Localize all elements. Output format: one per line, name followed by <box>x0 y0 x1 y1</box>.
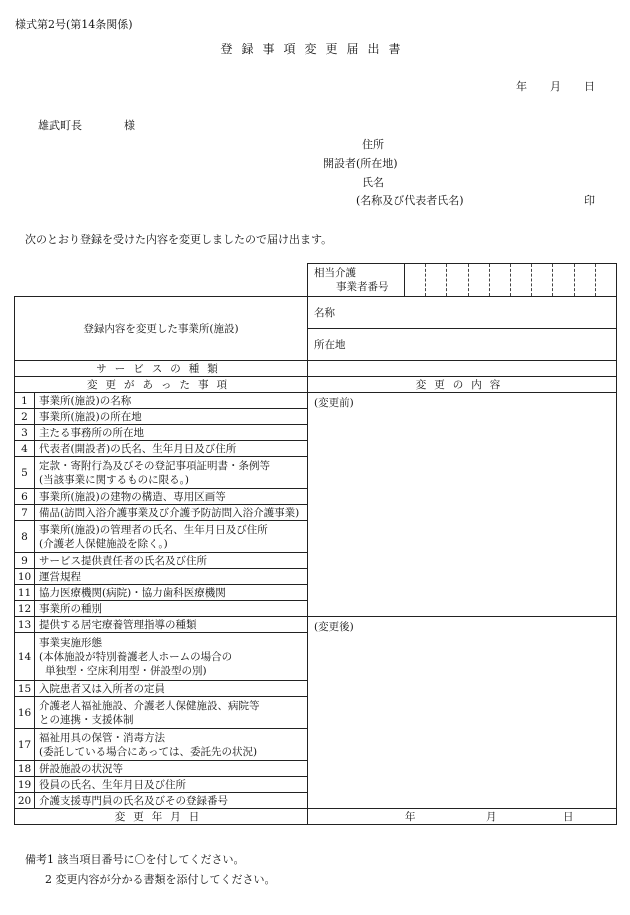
item-number[interactable]: 16 <box>15 697 35 729</box>
item-number[interactable]: 1 <box>15 393 35 409</box>
addressee <box>38 117 135 133</box>
form-number: 様式第2号(第14条関係) <box>15 18 133 31</box>
provider-number-table <box>307 263 617 297</box>
item-label <box>35 393 308 409</box>
item-label-line: 運営規程 <box>39 570 81 583</box>
address-label: 住所 <box>362 138 384 151</box>
item-label <box>35 505 308 521</box>
item-label-line: (本体施設が特別養護老人ホームの場合の <box>39 650 233 663</box>
name-sub-label: (名称及び代表者氏名) <box>356 194 464 207</box>
item-number[interactable]: 20 <box>15 793 35 809</box>
addressee-honorific: 様 <box>124 119 135 132</box>
note-1: 備考1 該当項目番号に〇を付してください。 <box>25 853 245 866</box>
note-2: 2 変更内容が分かる書類を添付してください。 <box>45 873 276 886</box>
changed-items-header: 変更があった事項 <box>15 377 308 393</box>
item-label <box>35 761 308 777</box>
item-label-line: 事業所(施設)の所在地 <box>39 410 142 423</box>
provider-number-label: 相当介護 事業者番号 <box>308 264 405 297</box>
item-number[interactable]: 12 <box>15 601 35 617</box>
change-date-month: 月 <box>486 811 497 823</box>
item-label-line: サービス提供責任者の氏名及び住所 <box>39 554 207 567</box>
item-label-line: 入院患者又は入所者の定員 <box>39 682 165 695</box>
item-label <box>35 521 308 553</box>
item-label <box>35 617 308 633</box>
provider-digit-box[interactable] <box>552 264 573 296</box>
date-month-label: 月 <box>550 80 561 93</box>
item-label-line: 定款・寄附行為及びその登記事項証明書・条例等 <box>39 459 270 472</box>
name-label: 氏名 <box>362 176 384 189</box>
provider-digit-box[interactable] <box>405 264 425 296</box>
item-label-line: 事業所の種別 <box>39 602 102 615</box>
provider-digit-box[interactable] <box>595 264 616 296</box>
item-label-line: 事業所(施設)の建物の構造、専用区画等 <box>39 490 226 503</box>
item-label-line: 併設施設の状況等 <box>39 762 123 775</box>
item-number[interactable]: 5 <box>15 457 35 489</box>
before-change-cell[interactable] <box>308 393 617 617</box>
item-label-line: との連携・支援体制 <box>39 713 134 726</box>
item-number[interactable]: 8 <box>15 521 35 553</box>
item-label-line: 事業所(施設)の名称 <box>39 394 132 407</box>
item-label-line: 代表者(開設者)の氏名、生年月日及び住所 <box>39 442 237 455</box>
item-label <box>35 633 308 681</box>
item-number[interactable]: 2 <box>15 409 35 425</box>
item-label <box>35 425 308 441</box>
change-date-label: 変更年月日 <box>15 809 308 825</box>
item-label-line: 介護老人福祉施設、介護老人保健施設、病院等 <box>39 699 260 712</box>
item-number[interactable]: 19 <box>15 777 35 793</box>
item-label-line: 単独型・空床利用型・併設型の別) <box>45 664 207 677</box>
item-label <box>35 777 308 793</box>
item-number[interactable]: 4 <box>15 441 35 457</box>
provider-digit-box[interactable] <box>425 264 446 296</box>
item-number[interactable]: 6 <box>15 489 35 505</box>
item-number[interactable]: 18 <box>15 761 35 777</box>
document-title: 登録事項変更届出書 <box>220 42 410 56</box>
item-label <box>35 681 308 697</box>
date-year-label: 年 <box>516 80 527 93</box>
provider-digit-box[interactable] <box>468 264 489 296</box>
provider-digit-box[interactable] <box>574 264 595 296</box>
item-label-line: 役員の氏名、生年月日及び住所 <box>39 778 186 791</box>
change-items-table <box>14 296 617 825</box>
item-label-line: 備品(訪問入浴介護事業及び介護予防訪問入浴介護事業) <box>39 506 300 519</box>
item-number[interactable]: 10 <box>15 569 35 585</box>
date-day-label: 日 <box>584 80 595 93</box>
item-label <box>35 409 308 425</box>
item-label <box>35 697 308 729</box>
item-label <box>35 729 308 761</box>
item-label-line: 協力医療機関(病院)・協力歯科医療機関 <box>39 586 226 599</box>
facility-address-label: 所在地 <box>308 329 617 361</box>
item-label <box>35 489 308 505</box>
provider-digit-box[interactable] <box>510 264 531 296</box>
item-number[interactable]: 9 <box>15 553 35 569</box>
founder-label: 開設者(所在地) <box>323 157 398 170</box>
item-label <box>35 569 308 585</box>
after-change-cell[interactable] <box>308 617 617 809</box>
item-number[interactable]: 15 <box>15 681 35 697</box>
item-number[interactable]: 3 <box>15 425 35 441</box>
facility-name-label: 名称 <box>308 297 617 329</box>
item-label <box>35 441 308 457</box>
intro-text: 次のとおり登録を受けた内容を変更しましたので届け出ます。 <box>25 233 333 246</box>
table-row <box>15 617 617 633</box>
change-date-day: 日 <box>563 811 574 823</box>
item-number[interactable]: 13 <box>15 617 35 633</box>
change-date-value[interactable] <box>308 809 617 825</box>
table-row <box>15 393 617 409</box>
provider-number-boxes[interactable] <box>405 264 617 297</box>
item-label-line: (介護老人保健施設を除く。) <box>39 537 168 550</box>
item-number[interactable]: 17 <box>15 729 35 761</box>
change-date-year: 年 <box>405 811 416 823</box>
item-number[interactable]: 14 <box>15 633 35 681</box>
after-change-label: (変更後) <box>314 621 354 633</box>
item-label-line: 事業所(施設)の管理者の氏名、生年月日及び住所 <box>39 523 268 536</box>
item-number[interactable]: 11 <box>15 585 35 601</box>
item-label <box>35 585 308 601</box>
facility-label: 登録内容を変更した事業所(施設) <box>15 297 308 361</box>
service-type-value[interactable] <box>308 361 617 377</box>
provider-digit-box[interactable] <box>489 264 510 296</box>
item-label <box>35 601 308 617</box>
service-type-label: サービスの種類 <box>15 361 308 377</box>
item-label <box>35 553 308 569</box>
seal-label: 印 <box>584 194 595 207</box>
addressee-name: 雄武町長 <box>38 119 82 132</box>
item-label-line: 事業実施形態 <box>39 636 102 649</box>
item-label-line: 福祉用具の保管・消毒方法 <box>39 731 165 744</box>
item-label-line: 主たる事務所の所在地 <box>39 426 144 439</box>
provider-digit-box[interactable] <box>531 264 552 296</box>
before-change-label: (変更前) <box>314 397 354 409</box>
item-label-line: 介護支援専門員の氏名及びその登録番号 <box>39 794 228 807</box>
item-label <box>35 457 308 489</box>
item-label-line: 提供する居宅療養管理指導の種類 <box>39 618 197 631</box>
item-label <box>35 793 308 809</box>
item-label-line: (当該事業に関するものに限る。) <box>39 473 189 486</box>
item-number[interactable]: 7 <box>15 505 35 521</box>
provider-digit-box[interactable] <box>446 264 467 296</box>
change-content-header: 変更の内容 <box>308 377 617 393</box>
item-label-line: (委託している場合にあっては、委託先の状況) <box>39 745 258 758</box>
